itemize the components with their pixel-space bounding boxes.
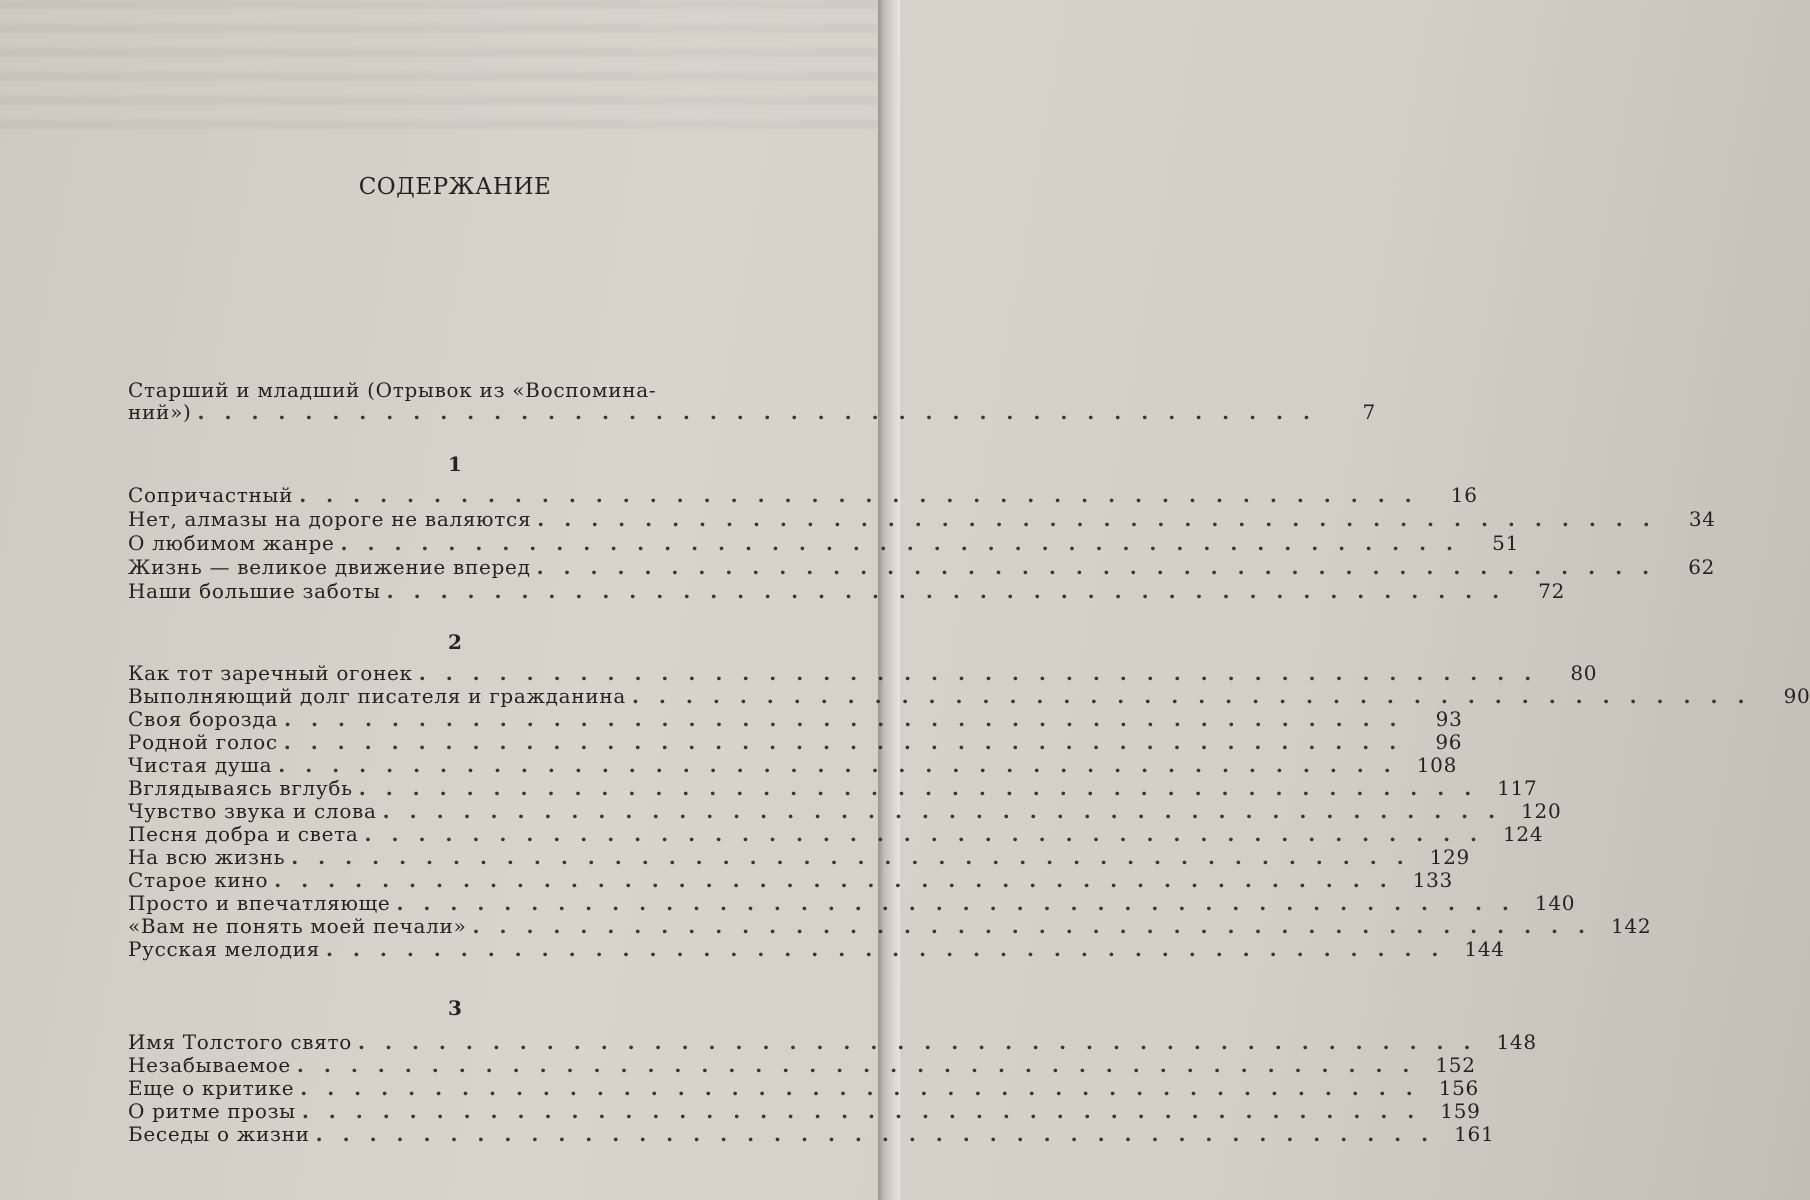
toc-entry-title: Еще о критике bbox=[128, 1076, 295, 1100]
toc-entry-page: 90 bbox=[1783, 684, 1810, 708]
toc-entry-page: 51 bbox=[1492, 531, 1519, 555]
toc-entry-page: 16 bbox=[1450, 483, 1478, 507]
toc-entry bbox=[128, 753, 1457, 777]
leader-dots: .......................................... bbox=[358, 776, 1492, 800]
toc-entry-page: 156 bbox=[1438, 1076, 1479, 1100]
page-title: СОДЕРЖАНИЕ bbox=[358, 174, 552, 200]
toc-entry-title: О ритме прозы bbox=[128, 1099, 296, 1123]
leader-dots: .......................................... bbox=[358, 1030, 1491, 1054]
toc-entry-title: На всю жизнь bbox=[128, 845, 286, 869]
toc-entry bbox=[128, 1030, 1537, 1054]
leader-dots: .......................................... bbox=[340, 531, 1473, 555]
toc-entry-title: Вглядываясь вглубь bbox=[128, 776, 353, 800]
toc-entry-title: Нет, алмазы на дороге не валяются bbox=[128, 507, 532, 531]
leader-dots: .......................................... bbox=[197, 400, 1330, 424]
leader-dots: .......................................... bbox=[291, 845, 1424, 869]
toc-entry bbox=[128, 1053, 1476, 1077]
toc-entry-title: Русская мелодия bbox=[128, 937, 320, 961]
toc-entry bbox=[128, 707, 1463, 731]
leader-dots: .......................................... bbox=[296, 1053, 1430, 1077]
toc-entry bbox=[128, 579, 1566, 603]
toc-entry bbox=[128, 684, 1810, 708]
leader-dots: .......................................... bbox=[301, 1099, 1435, 1123]
toc-entry bbox=[128, 868, 1453, 892]
section-number-3: 3 bbox=[448, 996, 462, 1020]
toc-entry-page: 144 bbox=[1464, 937, 1505, 961]
leader-dots: .......................................... bbox=[300, 1076, 1433, 1100]
toc-entry-title: Сопричастный bbox=[128, 483, 294, 507]
toc-intro-title-line2: ний») bbox=[128, 400, 192, 424]
toc-entry-title: Чистая душа bbox=[128, 753, 273, 777]
section-number-1: 1 bbox=[448, 452, 462, 476]
leader-dots: .......................................... bbox=[299, 483, 1432, 507]
toc-intro-title-line1: Старший и младший (Отрывок из «Воспомина- bbox=[128, 378, 657, 402]
leader-dots: .......................................... bbox=[283, 730, 1417, 754]
leader-dots: .......................................... bbox=[386, 579, 1520, 603]
toc-entry-page: 124 bbox=[1503, 822, 1544, 846]
toc-entry-title: Беседы о жизни bbox=[128, 1122, 310, 1146]
toc-entry-title: Выполняющий долг писателя и гражданина bbox=[128, 684, 626, 708]
bleed-through-text bbox=[0, 0, 880, 140]
toc-entry-title: Просто и впечатляюще bbox=[128, 891, 391, 915]
toc-entry-title: Песня добра и света bbox=[128, 822, 359, 846]
toc-entry-page: 62 bbox=[1688, 555, 1716, 579]
toc-entry-page: 148 bbox=[1496, 1030, 1537, 1054]
toc-entry-page: 93 bbox=[1435, 707, 1463, 731]
toc-entry-page: 142 bbox=[1610, 914, 1652, 938]
section-number-2: 2 bbox=[448, 630, 462, 654]
leader-dots: .......................................... bbox=[382, 799, 1516, 823]
toc-entry bbox=[128, 483, 1478, 507]
toc-entry bbox=[128, 1122, 1495, 1146]
toc-entry-title: О любимом жанре bbox=[128, 531, 335, 555]
toc-entry bbox=[128, 531, 1519, 555]
toc-entry bbox=[128, 507, 1716, 531]
leader-dots: .......................................... bbox=[472, 914, 1605, 938]
leader-dots: .......................................... bbox=[315, 1122, 1449, 1146]
leader-dots: .......................................... bbox=[274, 868, 1407, 892]
toc-intro-page: 7 bbox=[1362, 400, 1376, 424]
toc-entry-page: 159 bbox=[1440, 1099, 1481, 1123]
toc-entry-page: 161 bbox=[1454, 1122, 1495, 1146]
leader-dots: .......................................... bbox=[364, 822, 1497, 846]
toc-entry-title: Родной голос bbox=[128, 730, 278, 754]
toc-entry-title: Чувство звука и слова bbox=[128, 799, 377, 823]
toc-intro-entry bbox=[128, 400, 1376, 424]
toc-entry-title: «Вам не понять моей печали» bbox=[128, 914, 467, 938]
toc-entry-title: Незабываемое bbox=[128, 1053, 291, 1077]
toc-entry-page: 129 bbox=[1429, 845, 1470, 869]
toc-entry-page: 80 bbox=[1570, 661, 1598, 685]
toc-entry bbox=[128, 914, 1652, 938]
toc-entry bbox=[128, 730, 1463, 754]
leader-dots: .......................................... bbox=[418, 661, 1552, 685]
toc-entry bbox=[128, 555, 1716, 579]
toc-entry bbox=[128, 822, 1544, 846]
toc-entry-title: Наши большие заботы bbox=[128, 579, 381, 603]
leader-dots: .......................................... bbox=[284, 707, 1417, 731]
toc-entry bbox=[128, 891, 1576, 915]
toc-entry-title: Жизнь — великое движение вперед bbox=[128, 555, 531, 579]
toc-entry bbox=[128, 661, 1598, 685]
toc-entry bbox=[128, 845, 1470, 869]
leader-dots: .......................................... bbox=[325, 937, 1459, 961]
toc-entry-page: 120 bbox=[1521, 799, 1562, 823]
toc-entry-title: Старое кино bbox=[128, 868, 269, 892]
toc-entry-title: Как тот заречный огонек bbox=[128, 661, 413, 685]
toc-entry bbox=[128, 937, 1505, 961]
leader-dots: .......................................... bbox=[278, 753, 1411, 777]
leader-dots: .......................................... bbox=[396, 891, 1529, 915]
toc-entry-page: 34 bbox=[1688, 507, 1716, 531]
toc-entry bbox=[128, 1099, 1481, 1123]
toc-entry-title: Своя борозда bbox=[128, 707, 279, 731]
toc-entry-page: 72 bbox=[1538, 579, 1566, 603]
toc-entry-page: 96 bbox=[1435, 730, 1463, 754]
toc-entry-page: 140 bbox=[1534, 891, 1576, 915]
leader-dots: .......................................... bbox=[631, 684, 1765, 708]
toc-entry bbox=[128, 776, 1538, 800]
toc-entry bbox=[128, 799, 1562, 823]
toc-entry-page: 133 bbox=[1412, 868, 1453, 892]
toc-entry-title: Имя Толстого свято bbox=[128, 1030, 353, 1054]
toc-entry bbox=[128, 1076, 1479, 1100]
toc-entry-page: 108 bbox=[1416, 753, 1457, 777]
toc-entry-page: 117 bbox=[1497, 776, 1538, 800]
leader-dots: .......................................... bbox=[536, 555, 1670, 579]
leader-dots: .......................................... bbox=[537, 507, 1670, 531]
toc-entry-page: 152 bbox=[1435, 1053, 1476, 1077]
